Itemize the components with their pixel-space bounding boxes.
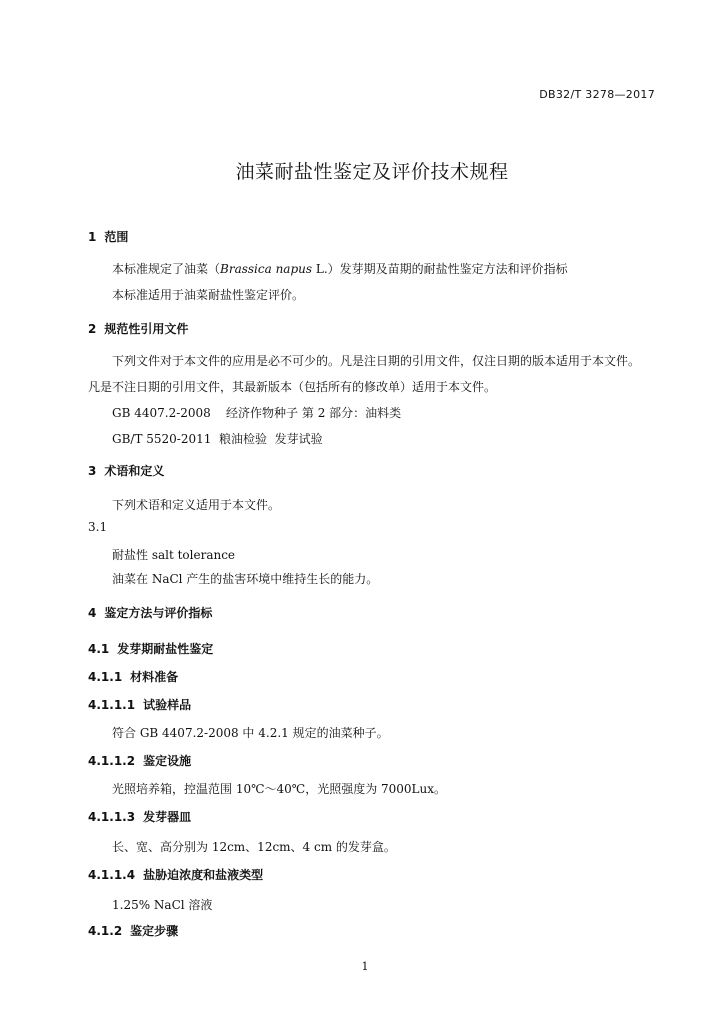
section-number: 1 <box>88 230 97 244</box>
sample-requirement: 符合 GB 4407.2-2008 中 4.2.1 规定的油菜种子。 <box>112 726 389 740</box>
container-description: 长、宽、高分别为 12cm、12cm、4 cm 的发芽盒。 <box>112 840 396 854</box>
section-title: 术语和定义 <box>104 464 165 478</box>
page-title: 油菜耐盐性鉴定及评价技术规程 <box>235 161 509 183</box>
section-number: 2 <box>88 322 97 336</box>
section-title: 材料准备 <box>130 670 179 684</box>
section-number: 4.1.1.1 <box>88 698 136 712</box>
section-title: 试验样品 <box>143 698 192 712</box>
terms-intro: 下列术语和定义适用于本文件。 <box>112 498 281 512</box>
section-number: 4.1.1.2 <box>88 754 136 768</box>
scope-text-a: 本标准规定了油菜（ <box>112 262 221 276</box>
section-number: 4.1.1.3 <box>88 810 136 824</box>
section-number: 4.1.1 <box>88 670 123 684</box>
section-number: 4 <box>88 606 97 620</box>
section-2-heading <box>88 320 188 337</box>
subsection-4-1-1-2-heading <box>88 752 191 769</box>
subsection-4-1-1-3-heading <box>88 808 191 825</box>
standard-code: DB32/T 3278—2017 <box>539 88 655 101</box>
section-title: 范围 <box>104 230 129 244</box>
subsection-4-1-1-1-heading <box>88 696 191 713</box>
term-definition: 油菜在 NaCl 产生的盐害环境中维持生长的能力。 <box>112 572 379 586</box>
salt-solution: 1.25% NaCl 溶液 <box>112 898 213 912</box>
references-paragraph-2: 凡是不注日期的引用文件，其最新版本（包括所有的修改单）适用于本文件。 <box>88 380 497 394</box>
scope-paragraph-1 <box>112 260 568 277</box>
section-1-heading <box>88 228 128 245</box>
section-3-heading <box>88 462 164 479</box>
page-number: 1 <box>361 960 369 973</box>
section-title: 鉴定设施 <box>143 754 192 768</box>
reference-item: GB 4407.2-2008 经济作物种子 第 2 部分：油料类 <box>112 406 402 420</box>
facility-description: 光照培养箱，控温范围 10℃～40℃，光照强度为 7000Lux。 <box>112 782 447 796</box>
references-paragraph-1: 下列文件对于本文件的应用是必不可少的。凡是注日期的引用文件，仅注日期的版本适用于本文件。 <box>112 354 641 368</box>
subsection-4-1-1-4-heading <box>88 866 263 883</box>
section-title: 发芽器皿 <box>143 810 192 824</box>
species-latin-name: Brassica napus <box>220 262 313 276</box>
section-title: 鉴定方法与评价指标 <box>104 606 213 620</box>
section-title: 鉴定步骤 <box>130 924 179 938</box>
section-title: 盐胁迫浓度和盐液类型 <box>143 868 264 882</box>
term-name: 耐盐性 salt tolerance <box>112 548 236 562</box>
section-4-heading <box>88 604 212 621</box>
reference-item: GB/T 5520-2011 粮油检验 发芽试验 <box>112 432 323 446</box>
section-title: 规范性引用文件 <box>104 322 189 336</box>
term-number: 3.1 <box>88 520 108 534</box>
section-number: 4.1 <box>88 642 110 656</box>
subsection-4-1-2-heading <box>88 922 178 939</box>
scope-text-b: L.）发芽期及苗期的耐盐性鉴定方法和评价指标 <box>312 262 568 276</box>
section-number: 4.1.1.4 <box>88 868 136 882</box>
scope-paragraph-2: 本标准适用于油菜耐盐性鉴定评价。 <box>112 288 305 302</box>
section-number: 3 <box>88 464 97 478</box>
subsection-4-1-heading <box>88 640 213 657</box>
section-number: 4.1.2 <box>88 924 123 938</box>
subsection-4-1-1-heading <box>88 668 178 685</box>
section-title: 发芽期耐盐性鉴定 <box>117 642 214 656</box>
